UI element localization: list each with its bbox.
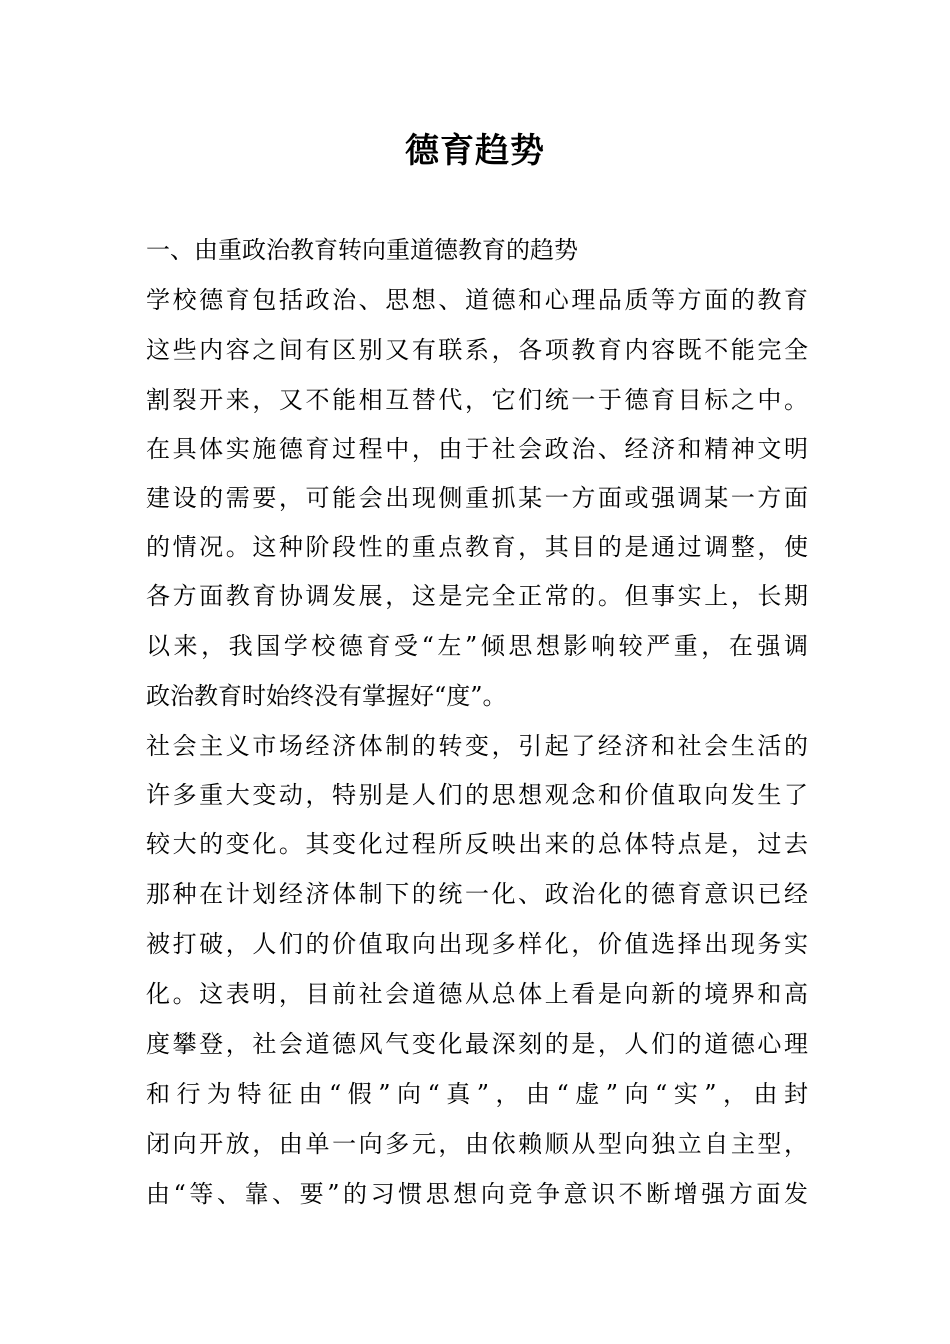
body-line: 这些内容之间有区别又有联系，各项教育内容既不能完全 xyxy=(146,336,808,364)
body-line: 度攀登，社会道德风气变化最深刻的是，人们的道德心理 xyxy=(146,1030,808,1058)
section-heading: 一、由重政治教育转向重道德教育的趋势 xyxy=(146,236,578,264)
body-line: 割裂开来，又不能相互替代，它们统一于德育目标之中。 xyxy=(146,386,808,414)
body-line: 各方面教育协调发展，这是完全正常的。但事实上，长期 xyxy=(146,582,808,610)
body-line: 和行为特征由“假”向“真”，由“虚”向“实”，由封 xyxy=(146,1080,808,1108)
body-line: 社会主义市场经济体制的转变，引起了经济和社会生活的 xyxy=(146,732,808,760)
body-line: 许多重大变动，特别是人们的思想观念和价值取向发生了 xyxy=(146,781,808,809)
document-title: 德育趋势 xyxy=(405,131,545,171)
body-line: 闭向开放，由单一向多元，由依赖顺从型向独立自主型， xyxy=(146,1130,808,1158)
body-line: 学校德育包括政治、思想、道德和心理品质等方面的教育 xyxy=(146,286,808,314)
body-line: 较大的变化。其变化过程所反映出来的总体特点是，过去 xyxy=(146,830,808,858)
body-line: 建设的需要，可能会出现侧重抓某一方面或强调某一方面 xyxy=(146,484,808,512)
body-line: 那种在计划经济体制下的统一化、政治化的德育意识已经 xyxy=(146,880,808,908)
body-line: 在具体实施德育过程中，由于社会政治、经济和精神文明 xyxy=(146,435,808,463)
body-line: 以来，我国学校德育受“左”倾思想影响较严重，在强调 xyxy=(146,632,808,660)
body-line: 由“等、靠、要”的习惯思想向竞争意识不断增强方面发 xyxy=(146,1180,808,1208)
body-line: 政治教育时始终没有掌握好“度”。 xyxy=(146,682,507,710)
body-line: 被打破，人们的价值取向出现多样化，价值选择出现务实 xyxy=(146,930,808,958)
body-line: 化。这表明，目前社会道德从总体上看是向新的境界和高 xyxy=(146,980,808,1008)
document-body xyxy=(146,225,808,1250)
body-line: 的情况。这种阶段性的重点教育，其目的是通过调整，使 xyxy=(146,533,808,561)
